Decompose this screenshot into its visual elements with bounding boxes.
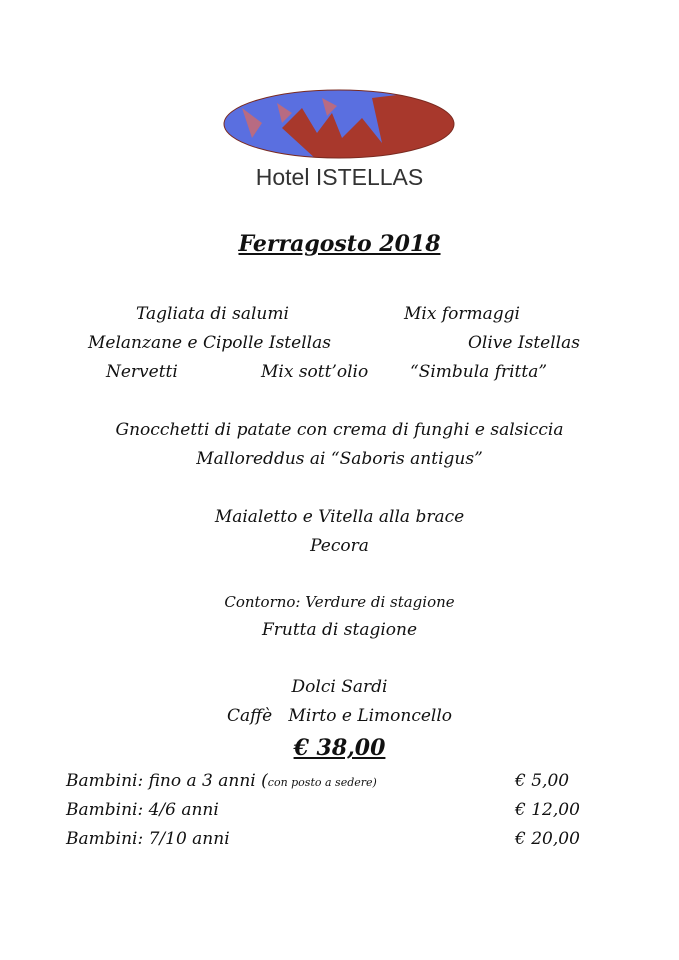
- children-price-label: Bambini: 4/6 anni: [66, 800, 219, 820]
- menu-item: Maialetto e Vitella alla brace: [214, 507, 465, 527]
- children-price-label: Bambini: 7/10 anni: [66, 829, 230, 849]
- menu-item: Olive Istellas: [468, 333, 580, 353]
- menu-item: Dolci Sardi: [291, 677, 388, 697]
- children-price-value: € 5,00: [515, 771, 570, 791]
- menu-item: Tagliata di salumi: [136, 304, 289, 324]
- children-price-value: € 12,00: [515, 800, 580, 820]
- menu-item: Mix sott’olio: [261, 362, 369, 382]
- menu-item: “Simbula fritta”: [410, 362, 548, 382]
- menu-item: Melanzane e Cipolle Istellas: [88, 333, 331, 353]
- children-price-note: con posto a sedere): [267, 776, 377, 789]
- menu-item: Nervetti: [106, 362, 178, 382]
- children-price-label: Bambini: fino a 3 anni (con posto a sedere): [66, 771, 377, 791]
- menu-item: Frutta di stagione: [261, 620, 418, 640]
- hotel-name: Hotel ISTELLAS: [255, 164, 424, 190]
- event-title: Ferragosto 2018: [238, 231, 441, 257]
- children-price-value: € 20,00: [515, 829, 580, 849]
- hotel-logo: [222, 88, 456, 160]
- menu-item: Gnocchetti di patate con crema di funghi e salsiccia: [115, 420, 564, 440]
- menu-item: Contorno: Verdure di stagione: [224, 593, 455, 611]
- menu-item: Mix formaggi: [404, 304, 520, 324]
- menu-price: € 38,00: [293, 735, 386, 761]
- menu-item: Caffè Mirto e Limoncello: [226, 706, 453, 726]
- menu-item: Pecora: [310, 536, 369, 556]
- menu-item: Malloreddus ai “Saboris antigus”: [196, 449, 483, 469]
